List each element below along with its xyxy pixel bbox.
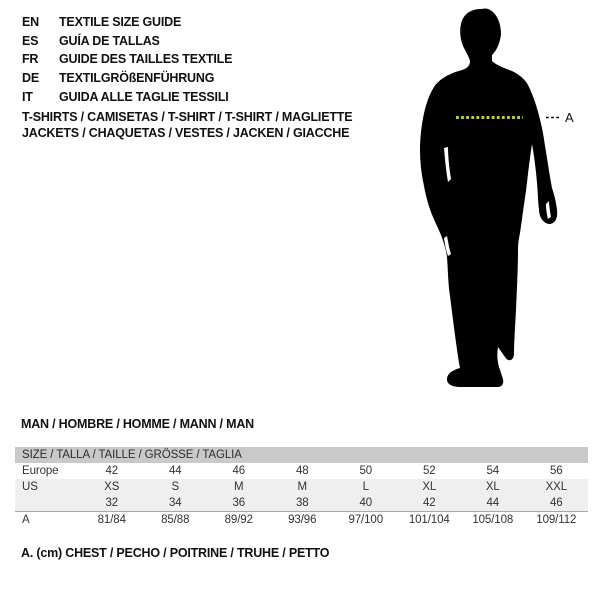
- man-figure-diagram: [405, 0, 585, 400]
- language-row-it: [22, 88, 232, 107]
- size-table-header-row: [15, 447, 588, 463]
- table-row-chest-a: [15, 512, 588, 529]
- size-cell: 56: [550, 465, 563, 477]
- language-code: IT: [22, 89, 33, 104]
- size-cell: 42: [398, 495, 462, 512]
- language-row-de: [22, 69, 232, 88]
- row-label-a: A: [15, 512, 80, 529]
- size-cell: 109/112: [525, 512, 589, 529]
- size-cell: 40: [334, 495, 398, 512]
- language-code: DE: [22, 71, 39, 86]
- size-cell: XL: [461, 479, 525, 495]
- table-row-europe: [15, 463, 588, 479]
- size-cell: 50: [359, 465, 373, 477]
- row-label-us: US: [15, 479, 80, 495]
- size-cell: 52: [422, 465, 436, 477]
- section-title-man: MAN / HOMBRE / HOMME / MANN / MAN: [21, 417, 254, 431]
- size-cell: 85/88: [144, 512, 208, 529]
- language-row-fr: [22, 50, 232, 69]
- size-cell: 34: [144, 495, 208, 512]
- size-cell: XXL: [525, 479, 589, 495]
- measure-label-a: A: [565, 110, 574, 125]
- language-code: EN: [22, 15, 39, 29]
- garment-line-tshirts: T-SHIRTS / CAMISETAS / T-SHIRT / T-SHIRT / MAGLIETTE: [22, 110, 353, 124]
- size-cell: 44: [461, 495, 525, 512]
- size-cell: 89/92: [207, 512, 271, 529]
- size-cell: 36: [207, 495, 271, 512]
- language-code: ES: [22, 33, 39, 48]
- language-title: TEXTILGRÖßENFÜHRUNG: [59, 71, 215, 86]
- size-cell: S: [144, 479, 208, 495]
- language-code: FR: [22, 52, 39, 67]
- size-cell: 54: [486, 465, 500, 477]
- row-label-blank: [15, 495, 80, 512]
- table-row-numeric: [15, 495, 588, 512]
- size-cell: M: [271, 479, 335, 495]
- size-cell: 38: [271, 495, 335, 512]
- size-cell: 105/108: [461, 512, 525, 529]
- size-cell: L: [334, 479, 398, 495]
- language-title: GUÍA DE TALLAS: [59, 33, 160, 48]
- size-cell: 46: [232, 465, 246, 477]
- garment-types: [22, 110, 352, 142]
- size-table-header: SIZE / TALLA / TAILLE / GRÖSSE / TAGLIA: [15, 447, 588, 463]
- size-cell: XS: [80, 479, 144, 495]
- size-cell: 44: [168, 465, 182, 477]
- language-title: TEXTILE SIZE GUIDE: [59, 15, 182, 29]
- language-title: GUIDA ALLE TAGLIE TESSILI: [59, 89, 229, 104]
- size-cell: 93/96: [271, 512, 335, 529]
- size-cell: 97/100: [334, 512, 398, 529]
- man-silhouette: [420, 9, 557, 387]
- language-list: [22, 13, 232, 107]
- measurement-footnote: A. (cm) CHEST / PECHO / POITRINE / TRUHE / PETTO: [21, 546, 330, 560]
- row-label-europe: Europe: [22, 465, 59, 477]
- language-row-es: [22, 32, 232, 51]
- size-cell: 46: [525, 495, 589, 512]
- size-cell: M: [207, 479, 271, 495]
- language-row-en: [22, 13, 232, 32]
- language-title: GUIDE DES TAILLES TEXTILE: [59, 52, 233, 67]
- size-cell: 42: [105, 465, 119, 477]
- size-table: [15, 447, 588, 528]
- size-cell: XL: [398, 479, 462, 495]
- garment-line-jackets: JACKETS / CHAQUETAS / VESTES / JACKEN / GIACCHE: [22, 125, 350, 140]
- size-cell: 32: [80, 495, 144, 512]
- size-cell: 48: [295, 465, 309, 477]
- size-cell: 101/104: [398, 512, 462, 529]
- size-cell: 81/84: [80, 512, 144, 529]
- table-row-us: [15, 479, 588, 495]
